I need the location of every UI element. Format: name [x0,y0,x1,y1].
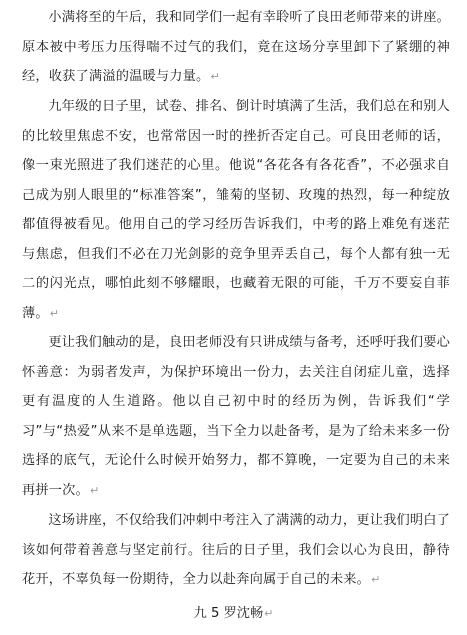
paragraph-mark-icon: ↵ [371,573,381,586]
paragraph-2-text: 九年级的日子里，试卷、排名、倒计时填满了生活，我们总在和别人的比较里焦虑不安，也常常因一时的挫折否定自己。可良田老师的话，像一束光照进了我们迷茫的心里。他说“各花各有各花香”，不必强求自己成为别人眼里的“标准答案”，雏菊的坚韧、玫瑰的热烈，每一种绽放都值得被看见。他用自己的学习经历告诉我们，中考的路上难免有迷茫与焦虑，但我们不必在刀光剑影的竞争里弄丢自己，每个人都有独一无二的闪光点，哪怕此刻不够耀眼，也藏着无限的可能，千万不要妄自菲薄。 [22,99,451,321]
paragraph-mark-icon: ↵ [89,483,100,497]
signature-text: 九 5 罗沈畅 [193,606,264,621]
paragraph-4-text: 这场讲座，不仅给我们冲刺中考注入了满满的动力，更让我们明白了该如何带着善意与坚定前行。往后的日子里，我们会以心为良田，静待花开，不辜负每一份期待，全力以赴奔向属于自己的未来。 [22,513,451,587]
paragraph-2 [22,92,450,328]
paragraph-mark-icon: ↵ [49,306,60,320]
author-signature [0,603,467,625]
paragraph-3 [22,328,450,505]
paragraph-1-text: 小满将至的午后，我和同学们一起有幸聆听了良田老师带来的讲座。原本被中考压力压得喘不过气的我们，竟在这场分享里卸下了紧绷的神经，收获了满溢的温暖与力量。 [22,10,451,84]
paragraph-mark-icon: ↵ [210,70,220,83]
paragraph-4 [22,506,450,595]
paragraph-1 [22,3,450,92]
paragraph-mark-icon: ↵ [264,607,274,620]
paragraph-3-text: 更让我们触动的是，良田老师没有只讲成绩与备考，还呼吁我们要心怀善意：为弱者发声，为保护环境出一份力，去关注自闭症儿童，选择更有温度的人生道路。他以自己初中时的经历为例，告诉我们“学习”与“热爱”从来不是单选题，当下全力以赴备考，是为了给未来多一份选择的底气，无论什么时候开始努力，都不算晚，一定要为自己的未来再拼一次。 [22,335,451,498]
